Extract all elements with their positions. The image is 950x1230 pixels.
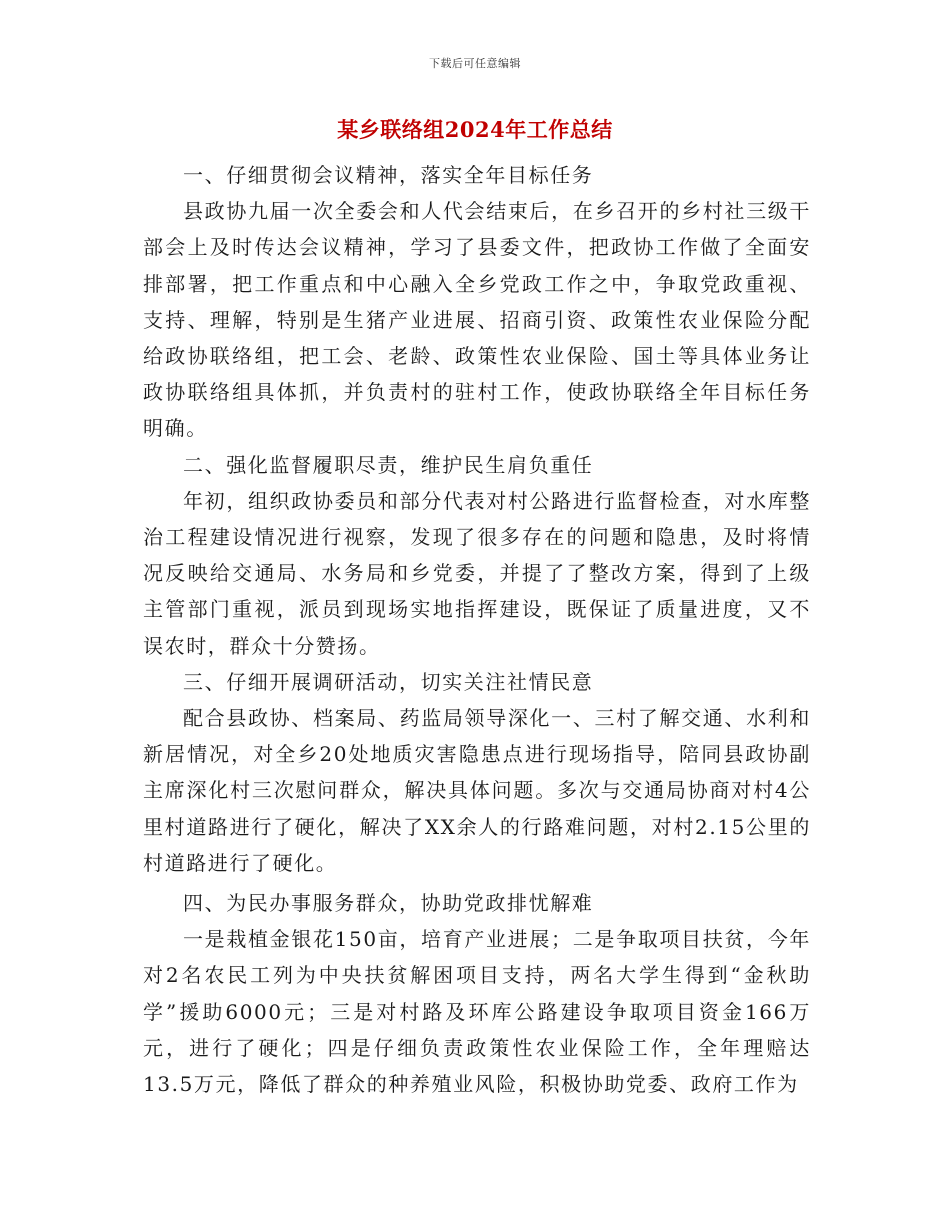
section-paragraph-2: 年初，组织政协委员和部分代表对村公路进行监督检查，对水库整治工程建设情况进行视察，发现了很多存在的问题和隐患，及时将情况反映给交通局、水务局和乡党委，并提了了整改方案，得到了上级主管部门重视，派员到现场实地指挥建设，既保证了质量进度，又不误农时，群众十分赞扬。 [143, 488, 811, 658]
section-paragraph-3: 配合县政协、档案局、药监局领导深化一、三村了解交通、水利和新居情况，对全乡20处地质灾害隐患点进行现场指导，陪同县政协副主席深化村三次慰问群众，解决具体问题。多次与交通局协商对村4公里村道路进行了硬化，解决了XX余人的行路难问题，对村2.15公里的村道路进行了硬化。 [143, 706, 811, 875]
section-paragraph-4: 一是栽植金银花150亩，培育产业进展；二是争取项目扶贫，今年对2名农民工列为中央扶贫解困项目支持，两名大学生得到“金秋助学”援助6000元；三是对村路及环库公路建设争取项目资金166万元，进行了硬化；四是仔细负责政策性农业保险工作，全年理赔达13.5万元，降低了群众的种养殖业风险，积极协助党委、政府工作为 [143, 927, 811, 1097]
section-heading-1: 一、仔细贯彻会议精神，落实全年目标任务 [183, 163, 594, 187]
section-heading-4: 四、为民办事服务群众，协助党政排忧解难 [183, 891, 594, 916]
header-note: 下载后可任意编辑 [429, 57, 521, 70]
section-heading-3: 三、仔细开展调研活动，切实关注社情民意 [183, 669, 594, 694]
document-body [143, 157, 811, 1102]
section-heading-2: 二、强化监督履职尽责，维护民生肩负重任 [183, 452, 594, 477]
section-paragraph-1: 县政协九届一次全委会和人代会结束后，在乡召开的乡村社三级干部会上及时传达会议精神，学习了县委文件，把政协工作做了全面安排部署，把工作重点和中心融入全乡党政工作之中，争取党政重视、支持、理解，特别是生猪产业进展、招商引资、政策性农业保险分配给政协联络组，把工会、老龄、政策性农业保险、国土等具体业务让政协联络组具体抓，并负责村的驻村工作，使政协联络全年目标任务明确。 [143, 199, 811, 441]
document-title: 某乡联络组2024年工作总结 [337, 117, 613, 142]
